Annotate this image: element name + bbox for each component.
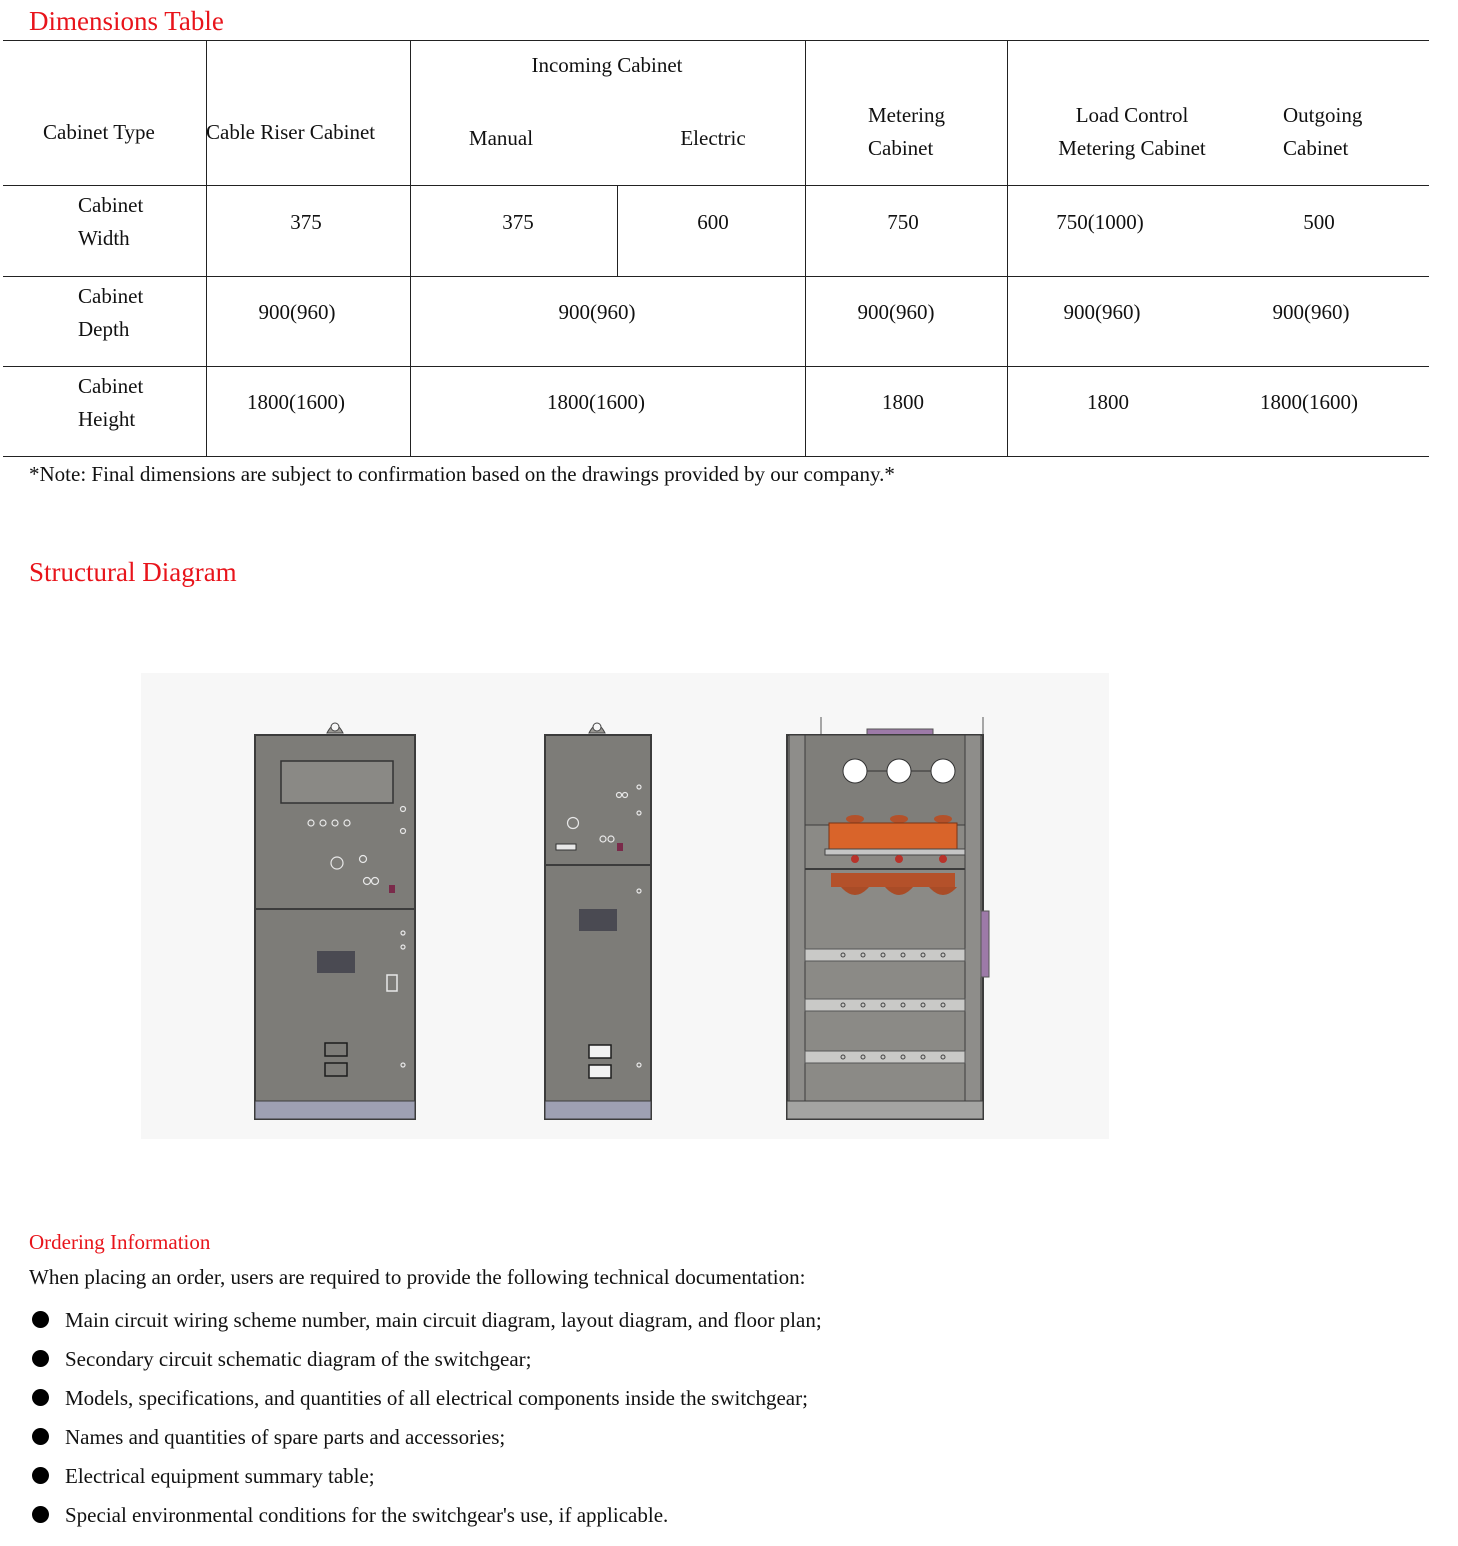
- list-item-text: Special environmental conditions for the switchgear's use, if applicable.: [65, 1503, 669, 1527]
- ordering-heading: Ordering Information: [29, 1230, 211, 1254]
- table-cell: 900(960): [1272, 300, 1350, 324]
- table-cell: 375: [290, 210, 322, 234]
- header-outgoing-line2: Cabinet: [1283, 136, 1349, 160]
- table-cell: 900(960): [258, 300, 336, 324]
- row-label-line2: Height: [78, 407, 136, 431]
- list-item: [29, 1500, 822, 1539]
- header-electric: Electric: [680, 126, 746, 150]
- row-label-line1: Cabinet: [78, 374, 144, 398]
- header-manual: Manual: [468, 126, 534, 150]
- table-cell: 1800(1600): [247, 390, 345, 414]
- ordering-intro: When placing an order, users are required to provide the following technical documentation:: [29, 1265, 806, 1289]
- bullet-icon: [32, 1428, 49, 1445]
- table-cell: 750: [887, 210, 919, 234]
- bullet-icon: [32, 1389, 49, 1406]
- list-item: [29, 1461, 822, 1500]
- list-item: [29, 1305, 822, 1344]
- table-cell: 375: [502, 210, 534, 234]
- list-item-text: Names and quantities of spare parts and accessories;: [65, 1425, 506, 1449]
- row-label-line1: Cabinet: [78, 284, 144, 308]
- ordering-list: [29, 1305, 822, 1539]
- header-metering-line1: Metering: [868, 103, 945, 127]
- row-label-line1: Cabinet: [78, 193, 144, 217]
- row-label-line2: Depth: [78, 317, 130, 341]
- header-cable-riser: Cable Riser Cabinet: [206, 120, 376, 144]
- header-load-control-line2: Metering Cabinet: [1058, 136, 1206, 160]
- list-item: [29, 1422, 822, 1461]
- header-cabinet-type: Cabinet Type: [43, 120, 155, 144]
- header-load-control-line1: Load Control: [1075, 103, 1189, 127]
- table-cell: 900(960): [1063, 300, 1141, 324]
- table-cell: 500: [1303, 210, 1335, 234]
- table-cell: 1800(1600): [547, 390, 645, 414]
- structural-diagram: [141, 673, 1109, 1139]
- dimensions-note: *Note: Final dimensions are subject to confirmation based on the drawings provided by our company.*: [29, 462, 895, 486]
- table-cell: 600: [697, 210, 729, 234]
- table-cell: 1800: [882, 390, 924, 414]
- bullet-icon: [32, 1311, 49, 1328]
- table-cell: 1800(1600): [1260, 390, 1358, 414]
- header-incoming: Incoming Cabinet: [531, 53, 683, 77]
- table-cell: 900(960): [857, 300, 935, 324]
- header-outgoing-line1: Outgoing: [1283, 103, 1363, 127]
- list-item-text: Secondary circuit schematic diagram of the switchgear;: [65, 1347, 532, 1371]
- dimensions-table: [0, 0, 1458, 470]
- cabinet-interior-view: [787, 717, 989, 1119]
- list-item: [29, 1383, 822, 1422]
- cabinet-front-view-1: [255, 723, 415, 1119]
- list-item-text: Electrical equipment summary table;: [65, 1464, 375, 1488]
- row-label-line2: Width: [78, 226, 130, 250]
- structural-heading: Structural Diagram: [29, 557, 237, 587]
- list-item: [29, 1344, 822, 1383]
- bullet-icon: [32, 1467, 49, 1484]
- list-item-text: Main circuit wiring scheme number, main circuit diagram, layout diagram, and floor plan;: [65, 1308, 822, 1332]
- table-cell: 750(1000): [1056, 210, 1144, 234]
- table-cell: 1800: [1087, 390, 1129, 414]
- cabinet-front-view-2: [545, 723, 651, 1119]
- table-cell: 900(960): [558, 300, 636, 324]
- list-item-text: Models, specifications, and quantities of all electrical components inside the switchgear;: [65, 1386, 808, 1410]
- bullet-icon: [32, 1506, 49, 1523]
- dimensions-heading: Dimensions Table: [29, 6, 224, 36]
- header-metering-line2: Cabinet: [868, 136, 934, 160]
- bullet-icon: [32, 1350, 49, 1367]
